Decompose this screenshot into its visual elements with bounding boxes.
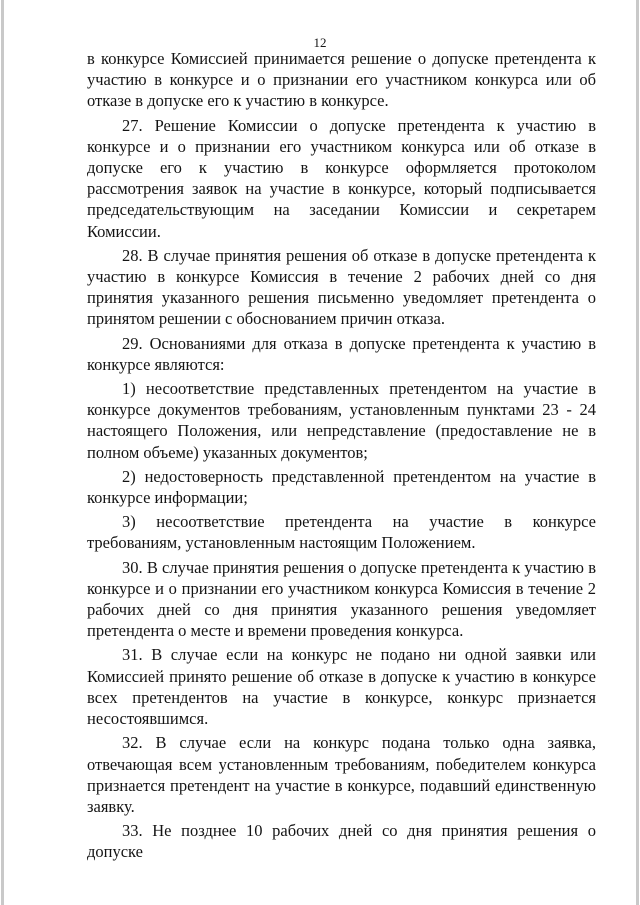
document-body — [87, 48, 596, 866]
page-number: 12 — [313, 35, 327, 50]
scan-right-edge — [636, 0, 639, 905]
paragraph-29-item-3: 3) несоответствие претендента на участие в конкурсе требованиям, установленным настоящим Положением. — [87, 512, 596, 553]
paragraph-30: 30. В случае принятия решения о допуске претендента к участию в конкурсе и о признании его участником конкурса Комиссия в течение 2 рабочих дней со дня принятия указанного решения уведомляет претендента о месте и времени проведения конкурса. — [87, 557, 596, 641]
paragraph-29-item-2: 2) недостоверность представленной претендентом на участие в конкурсе информации; — [87, 466, 596, 508]
paragraph-29: 29. Основаниями для отказа в допуске претендента к участию в конкурсе являются: — [87, 333, 596, 374]
paragraph-33: 33. Не позднее 10 рабочих дней со дня принятия решения о допуске — [87, 821, 596, 862]
paragraph-27: 27. Решение Комиссии о допуске претендента к участию в конкурсе и о признании его участником конкурса или об отказе в допуске его к участию в конкурсе оформляется протоколом рассмотрения заявок на участие в конкурсе, который подписывается председательствующим на заседании Комиссии и секретарем Комиссии. — [87, 115, 596, 241]
paragraph-28: 28. В случае принятия решения об отказе в допуске претендента к участию в конкурсе Комиссия в течение 2 рабочих дней со дня принятия указанного решения письменно уведомляет претендента о принятом решении с обоснованием причин отказа. — [87, 245, 596, 329]
scan-left-edge — [1, 0, 4, 905]
paragraph-32: 32. В случае если на конкурс подана только одна заявка, отвечающая всем установленным требованиям, победителем конкурса признается претендент на участие в конкурсе, подавший единственную заявку. — [87, 733, 596, 816]
paragraph-29-item-1: 1) несоответствие представленных претендентом на участие в конкурсе документов требованиям, установленным пунктами 23 - 24 настоящего Положения, или непредставление (предоставление не в полном объеме) указанных документов; — [87, 379, 596, 462]
paragraph-continuation: в конкурсе Комиссией принимается решение о допуске претендента к участию в конкурсе и о признании его участником конкурса или об отказе в допуске его к участию в конкурсе. — [87, 49, 596, 111]
paragraph-31: 31. В случае если на конкурс не подано ни одной заявки или Комиссией принято решение об отказе в допуске к участию в конкурсе всех претендентов на участие в конкурсе, конкурс признается несостоявшимся. — [87, 645, 596, 729]
